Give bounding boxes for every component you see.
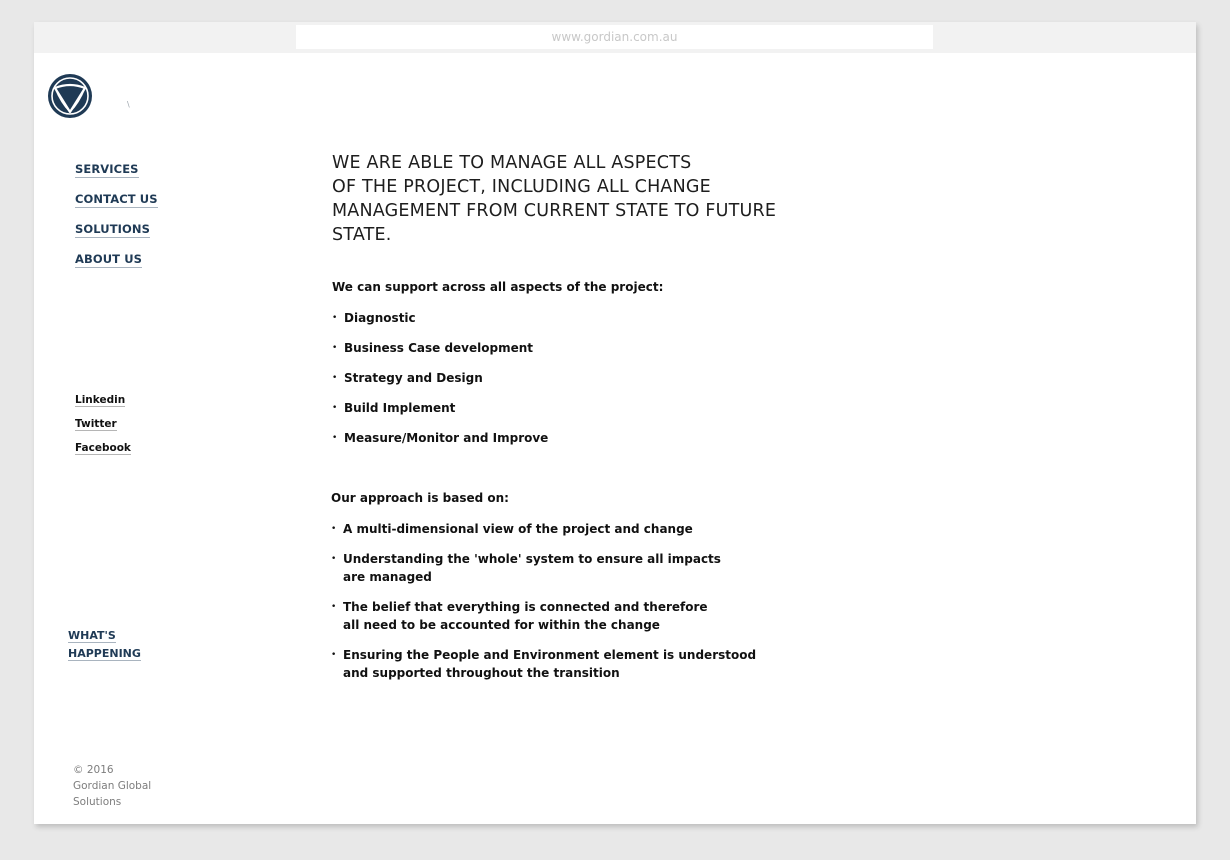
- list-item: • Diagnostic: [332, 309, 548, 339]
- headline-line: OF THE PROJECT, INCLUDING ALL CHANGE: [332, 177, 711, 197]
- nav-link-services[interactable]: SERVICES: [75, 162, 139, 176]
- social-item-twitter: [75, 412, 131, 436]
- list-item: [331, 598, 756, 634]
- list-item-line: A multi-dimensional view of the project and change: [343, 522, 693, 536]
- nav-item-solutions: [75, 218, 158, 248]
- linkedin-link[interactable]: Linkedin: [75, 394, 126, 406]
- nav-item-contact-us: [75, 188, 158, 218]
- nav-link-solutions[interactable]: SOLUTIONS: [75, 222, 151, 236]
- approach-title: Our approach is based on:: [331, 491, 509, 505]
- nav-item-services: [75, 158, 158, 188]
- list-item-line: Ensuring the People and Environment element is understood: [343, 648, 757, 662]
- support-list: [332, 309, 548, 459]
- nav-link-about-us[interactable]: ABOUT US: [75, 252, 143, 266]
- list-item: • Measure/Monitor and Improve: [332, 429, 548, 459]
- gordian-logo-icon[interactable]: [47, 73, 93, 119]
- list-item: • Build Implement: [332, 399, 548, 429]
- nav-link-contact-us[interactable]: CONTACT US: [75, 192, 158, 206]
- list-item: [331, 520, 756, 538]
- whats-happening-line2: HAPPENING: [68, 647, 141, 660]
- copyright-line1: © 2016: [73, 764, 114, 776]
- social-item-facebook: [75, 436, 131, 460]
- url-field[interactable]: [296, 25, 933, 49]
- list-item-line: all need to be accounted for within the change: [343, 618, 660, 632]
- approach-list: [331, 520, 756, 694]
- whats-happening-line1: WHAT'S: [68, 629, 116, 642]
- list-item-line: are managed: [343, 570, 432, 584]
- main-nav: [75, 158, 158, 278]
- headline-line: STATE.: [332, 225, 392, 245]
- list-item-line: and supported throughout the transition: [343, 666, 620, 680]
- logo-tagline-mark: \: [127, 100, 130, 109]
- social-links: [75, 388, 131, 460]
- support-title: We can support across all aspects of the project:: [332, 280, 664, 294]
- copyright: [73, 762, 173, 810]
- page-headline: [332, 151, 782, 247]
- list-item: [331, 550, 756, 586]
- list-item-line: Understanding the 'whole' system to ensure all impacts: [343, 552, 721, 566]
- copyright-line2: Gordian Global: [73, 780, 152, 792]
- list-item: [331, 646, 756, 682]
- headline-line: MANAGEMENT FROM CURRENT STATE TO FUTURE: [332, 201, 777, 221]
- whats-happening-link[interactable]: [68, 627, 158, 663]
- browser-bar: [34, 22, 1196, 53]
- twitter-link[interactable]: Twitter: [75, 418, 117, 430]
- list-item: • Business Case development: [332, 339, 548, 369]
- facebook-link[interactable]: Facebook: [75, 442, 131, 454]
- social-item-linkedin: [75, 388, 131, 412]
- headline-line: WE ARE ABLE TO MANAGE ALL ASPECTS: [332, 153, 692, 173]
- nav-item-about-us: [75, 248, 158, 278]
- browser-window: [34, 22, 1196, 824]
- list-item: • Strategy and Design: [332, 369, 548, 399]
- list-item-line: The belief that everything is connected and therefore: [343, 600, 708, 614]
- copyright-line3: Solutions: [73, 796, 122, 808]
